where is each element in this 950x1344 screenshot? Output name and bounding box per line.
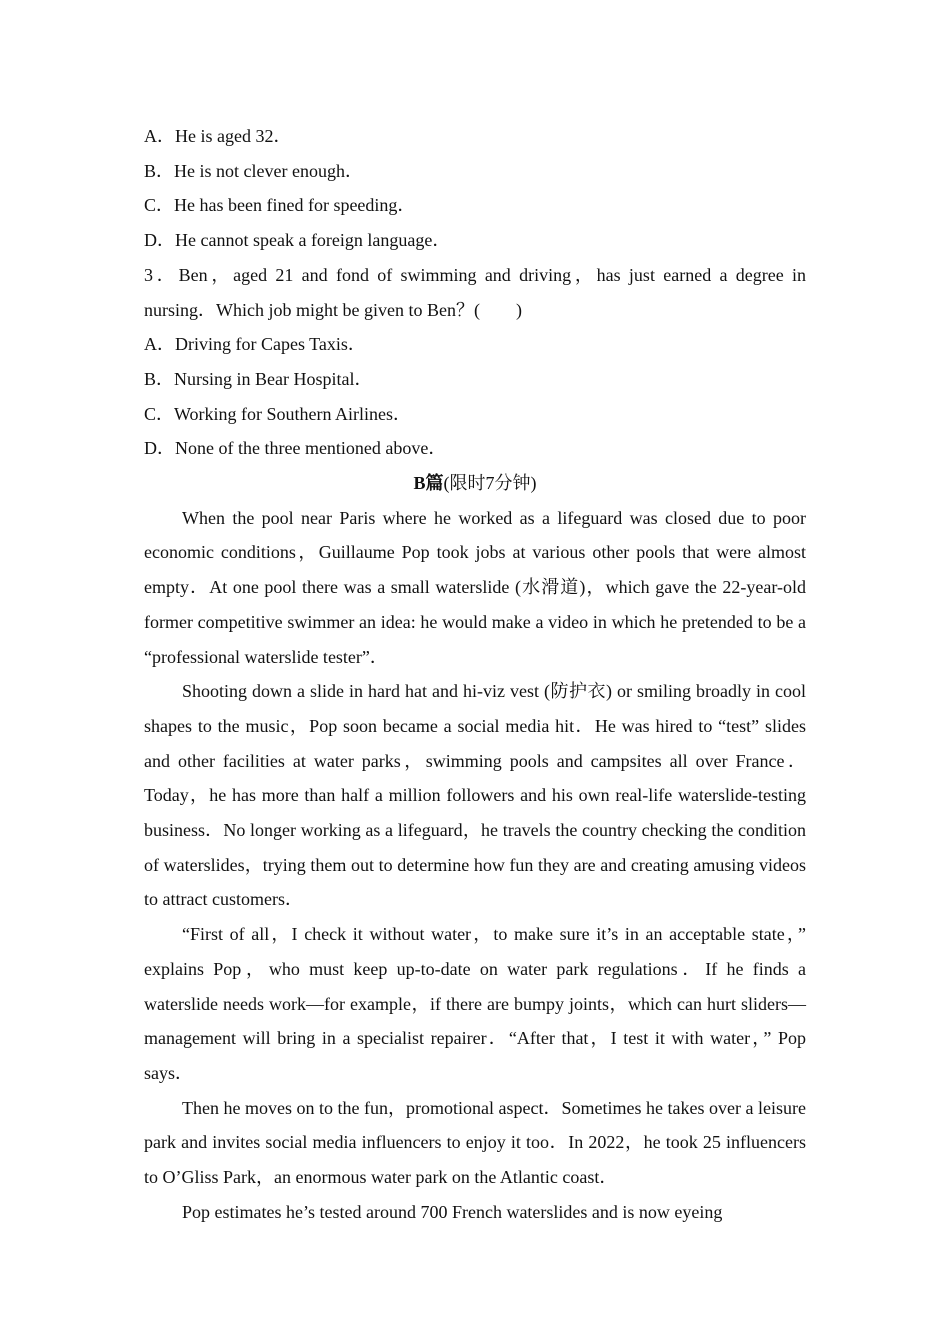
passage-paragraph-3: “First of all，I check it without water，to make sure it’s in an acceptable state，” explains Pop，who must keep up-to-date on water park regulations．If he finds a waterslide needs work—for example，if there are bumpy joints，which can hurt sliders—management will bring in a specialist repairer．“After that，I test it with water，” Pop says． bbox=[144, 924, 806, 1083]
section-title: B篇 bbox=[413, 473, 444, 494]
option-c-q3: C．Working for Southern Airlines． bbox=[144, 403, 412, 424]
option-b-q3: B．Nursing in Bear Hospital． bbox=[144, 368, 373, 389]
passage-paragraph-1: When the pool near Paris where he worked as a lifeguard was closed due to poor economic conditions，Guillaume Pop took jobs at various other pools that were almost empty．At one pool there was a small waterslide (水滑道)，which gave the 22-year-old former competitive swimmer an idea: he would make a video in which he pretended to be a “professional waterslide tester”． bbox=[144, 507, 806, 667]
option-a-q3: A．Driving for Capes Taxis． bbox=[144, 334, 366, 355]
option-d-q2: D．He cannot speak a foreign language． bbox=[144, 230, 451, 251]
option-d-q3: D．None of the three mentioned above． bbox=[144, 438, 447, 459]
option-a-q2: A．He is aged 32． bbox=[144, 126, 292, 146]
section-time-limit: (限时7分钟) bbox=[443, 473, 537, 494]
option-c-q2: C．He has been fined for speeding． bbox=[144, 195, 416, 216]
document-body bbox=[144, 119, 806, 1230]
section-heading bbox=[144, 466, 806, 501]
option-b-q2: B．He is not clever enough． bbox=[144, 160, 363, 181]
passage-paragraph-4: Then he moves on to the fun，promotional aspect．Sometimes he takes over a leisure park and invites social media influencers to enjoy it too．In 2022，he took 25 influencers to O’Gliss Park，an enormous water park on the Atlantic coast． bbox=[144, 1097, 806, 1188]
passage-paragraph-2: Shooting down a slide in hard hat and hi-viz vest (防护衣) or smiling broadly in cool shapes to the music，Pop soon became a social media hit．He was hired to “test” slides and other facilities at water parks，swimming pools and campsites all over France．Today，he has more than half a million followers and his own real-life waterslide-testing business．No longer working as a lifeguard，he travels the country checking the condition of waterslides，trying them out to determine how fun they are and creating amusing videos to attract customers． bbox=[144, 681, 806, 910]
passage-paragraph-5: Pop estimates he’s tested around 700 French waterslides and is now eyeing bbox=[182, 1201, 723, 1222]
question-3: 3．Ben，aged 21 and fond of swimming and driving，has just earned a degree in nursing．Which job might be given to Ben？( ) bbox=[144, 264, 806, 320]
